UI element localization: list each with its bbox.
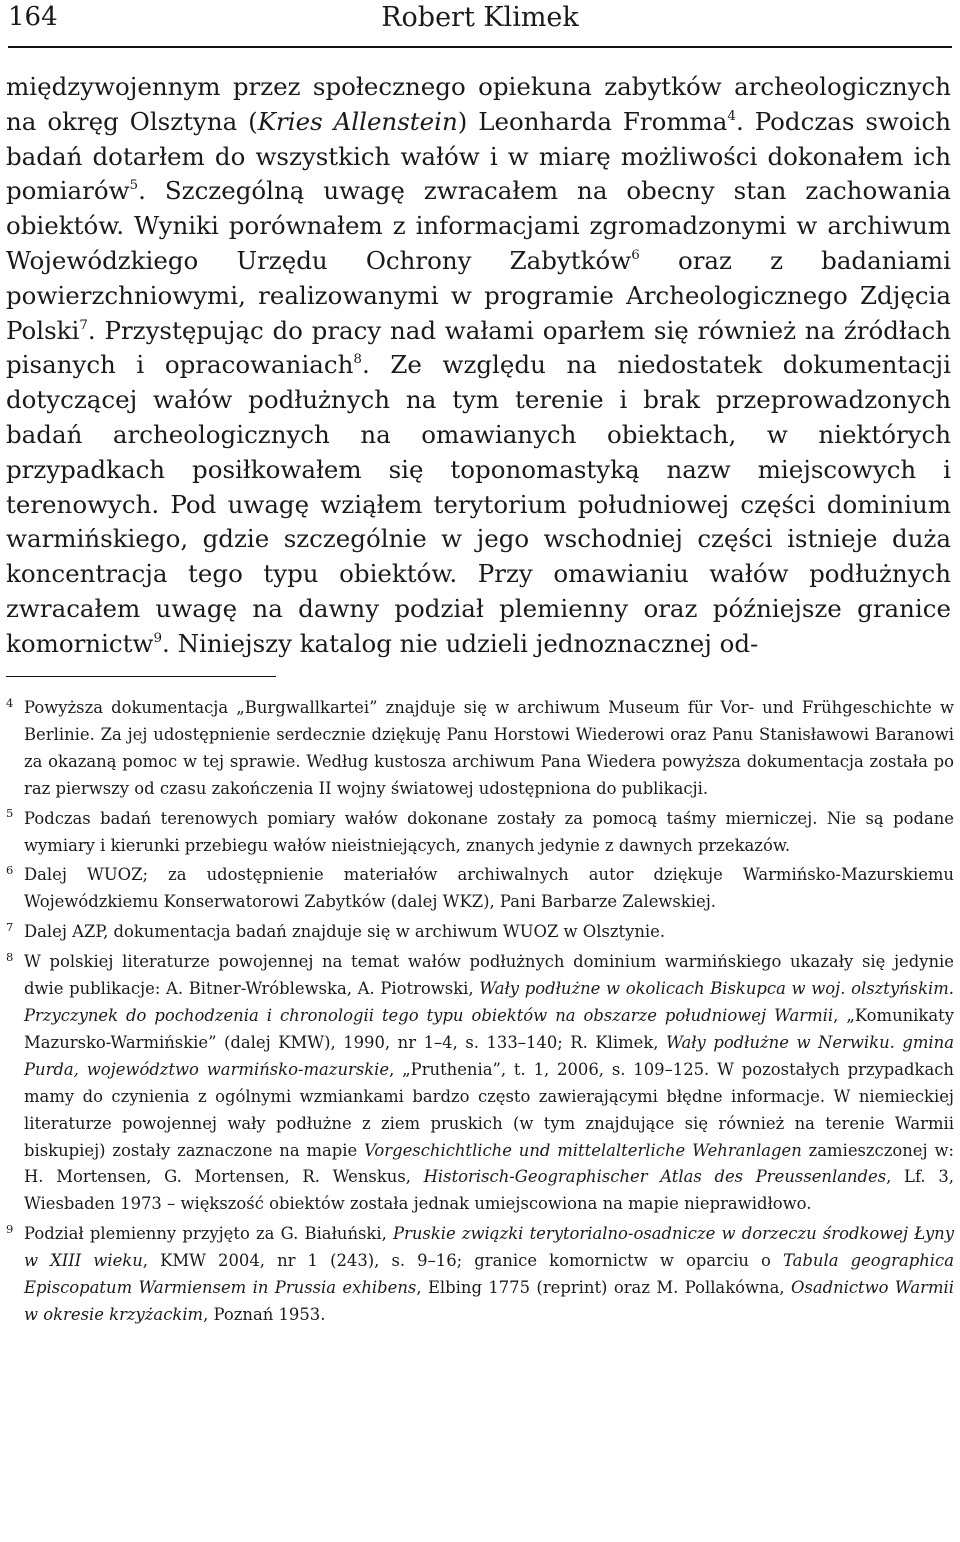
footnote-ref-6[interactable]: 6 (631, 246, 640, 263)
footnote-6: 6 Dalej WUOZ; za udostępnienie materiałów archiwalnych autor dziękuje Warmińsko-Mazurskiemu Wojewódzkiemu Konserwatorowi Zabytków (dalej WKZ), Pani Barbarze Zalewskiej. (6, 863, 954, 912)
running-title: Robert Klimek (381, 2, 579, 33)
footnote-ref-4[interactable]: 4 (727, 107, 736, 124)
footnote-ref-7[interactable]: 7 (79, 316, 88, 333)
footnote-ref-8[interactable]: 8 (353, 351, 362, 368)
footnotes (6, 695, 954, 1332)
paragraph: międzywojennym przez społecznego opiekuna zabytków archeologicznych na okręg Olsztyna (Kries Allenstein) Leonharda Fromma$^4$. Podczas swoich badań dotarłem do wszystkich wałów i w miarę możliwości dokonałem ich pomiarów$^5$. Szczególną uwagę zwracałem na obecny stan zachowania obiektów. Wyniki porównałem z informacjami zgromadzonymi w archiwum Wojewódzkiego Urzędu Ochrony Zabytków$^6$ oraz z badaniami powierzchniowymi, realizowanymi w programie Archeologicznego Zdjęcia Polski$^7$. Przystępując do pracy nad wałami oparłem się również na źródłach pisanych i opracowaniach$^8$. Ze względu na niedostatek dokumentacji dotyczącej wałów podłużnych na tym terenie i brak przeprowadzonych badań archeologicznych na omawianych obiektach, w niektórych przypadkach posiłkowałem się toponomastyką nazw miejscowych i terenowych. Pod uwagę wziąłem terytorium południowej części dominium warmińskiego, gdzie szczególnie w jego wschodniej części istnieje duża koncentracja tego typu obiektów. Przy omawianiu wałów podłużnych zwracałem uwagę na dawny podział plemienny oraz późniejsze granice komornictw$^9$. Niniejszy katalog nie udzieli jednoznacznej od- (6, 72, 952, 658)
footnote-4: 4 Powyższa dokumentacja „Burgwallkartei” znajduje się w archiwum Museum für Vor- und Frühgeschichte w Berlinie. Za jej udostępnienie serdecznie dziękuję Panu Horstowi Wiederowi oraz Panu Stanisławowi Baranowi za okazaną pomoc w tej sprawie. Według kustosza archiwum Pana Wiedera powyższa dokumentacja została po raz pierwszy od czasu zakończenia II wojny światowej udostępniona do publikacji. (6, 695, 954, 798)
page-header (8, 0, 952, 48)
footnote-separator (6, 676, 276, 677)
footnote-8: 8 W polskiej literaturze powojennej na temat wałów podłużnych dominium warmińskiego ukazały się jedynie dwie publikacje: A. Bitner-Wróblewska, A. Piotrowski, Wały podłużne w okolicach Biskupca w woj. olsztyńskim. Przyczynek do pochodzenia i chronologii tego typu obiektów na obszarze południowej Warmii, „Komunikaty Mazursko-Warmińskie” (dalej KMW), 1990, nr 1–4, s. 133–140; R. Klimek, Wały podłużne w Nerwiku. gmina Purda, województwo warmińsko-mazurskie, „Pruthenia”, t. 1, 2006, s. 109–125. W pozostałych przypadkach mamy do czynienia z ogólnymi wzmiankami bardzo często zawierającymi błędne informacje. W niemieckiej literaturze powojennej wały podłużne z ziem pruskich (w tym znajdujące się również na terenie Warmii biskupiej) zostały zaznaczone na mapie Vorgeschichtliche und mittelalterliche Wehranlagen zamieszczonej w: H. Mortensen, G. Mortensen, R. Wenskus, Historisch-Geographischer Atlas des Preussenlandes, Lf. 3, Wiesbaden 1973 – większość obiektów została jednak umiejscowiona na mapie nieprawidłowo. (6, 949, 954, 1214)
footnote-ref-9[interactable]: 9 (153, 629, 163, 646)
main-text (6, 70, 951, 662)
footnote-ref-5[interactable]: 5 (129, 177, 139, 194)
page-number: 164 (8, 2, 58, 32)
footnote-5: 5 Podczas badań terenowych pomiary wałów dokonane zostały za pomocą taśmy mierniczej. Nie są podane wymiary i kierunki przebiegu wałów nieistniejących, znanych jedynie z dawnych przekazów. (6, 806, 954, 855)
footnote-7: 7 Dalej AZP, dokumentacja badań znajduje się w archiwum WUOZ w Olsztynie. (6, 919, 666, 942)
footnote-9: 9 Podział plemienny przyjęto za G. Białuński, Pruskie związki terytorialno-osadnicze w dorzeczu środkowej Łyny w XIII wieku, KMW 2004, nr 1 (243), s. 9–16; granice komornictw w oparciu o Tabula geographica Episcopatum Warmiensem in Prussia exhibens, Elbing 1775 (reprint) oraz M. Pollakówna, Osadnictwo Warmii w okresie krzyżackim, Poznań 1953. (6, 1221, 954, 1324)
